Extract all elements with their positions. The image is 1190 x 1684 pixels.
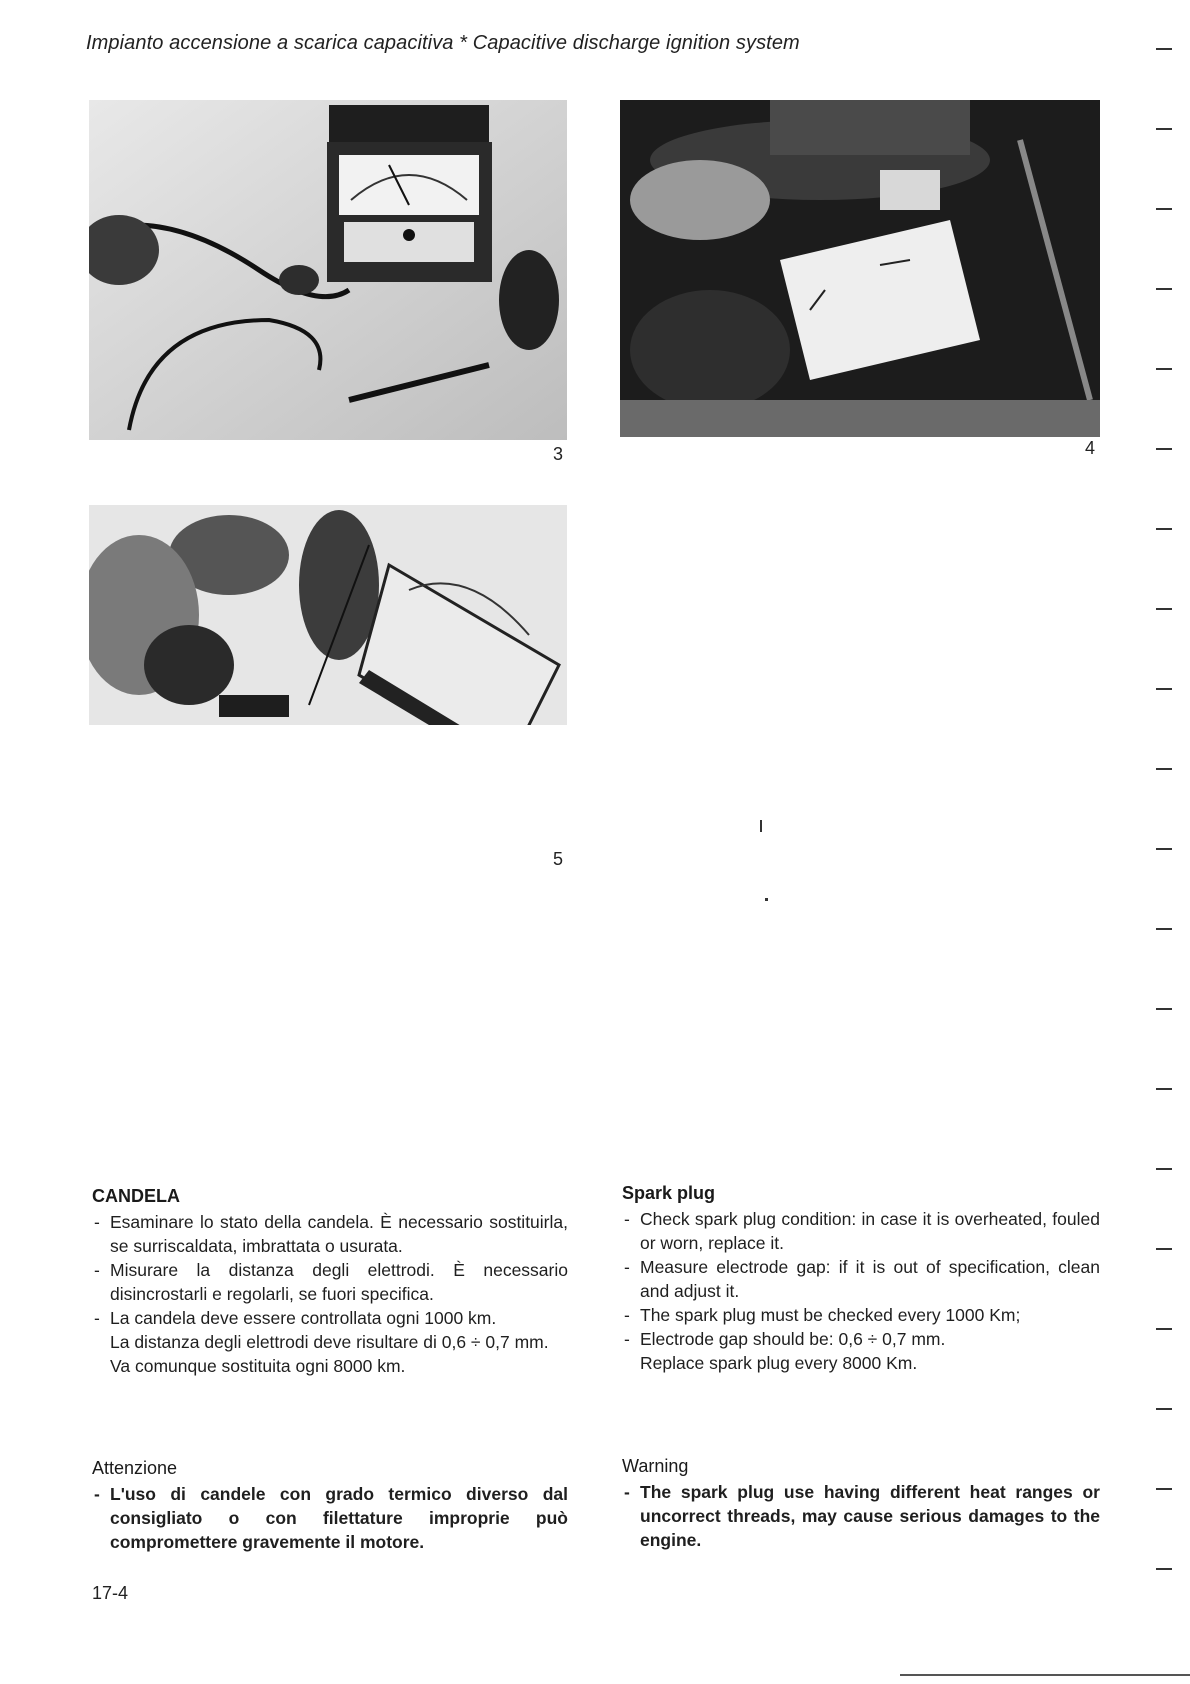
english-warning-heading: Warning [622, 1456, 689, 1476]
english-warning-section [622, 1454, 1100, 1552]
english-list [622, 1207, 1100, 1351]
english-section [622, 1181, 1100, 1375]
list-item: - Electrode gap should be: 0,6 ÷ 0,7 mm. [622, 1327, 1100, 1351]
figure-3-number: 3 [553, 444, 564, 464]
english-continuation: Replace spark plug every 8000 Km. [640, 1353, 918, 1373]
page-header: Impianto accensione a scarica capacitiva * Capacitive discharge ignition system [86, 32, 800, 54]
italian-continuation: La distanza degli elettrodi deve risultare di 0,6 ÷ 0,7 mm. Va comunque sostituita ogni 8000 km. [110, 1332, 549, 1376]
italian-warning-list [92, 1482, 568, 1554]
margin-tick-marks [1156, 40, 1176, 1600]
bottom-rule [900, 1674, 1190, 1676]
list-item: - The spark plug use having different heat ranges or uncorrect threads, may cause serious damages to the engine. [622, 1480, 1100, 1552]
figure-3-multimeter-photo [89, 100, 567, 440]
figure-4-number: 4 [1085, 438, 1096, 458]
figure-5-multimeter-test-photo [89, 505, 567, 765]
italian-list [92, 1210, 568, 1330]
english-heading: Spark plug [622, 1183, 716, 1203]
list-item: - Measure electrode gap: if it is out of specification, clean and adjust it. [622, 1255, 1100, 1303]
page-number: 17-4 [92, 1583, 129, 1603]
list-item: - The spark plug must be checked every 1000 Km; [622, 1303, 1100, 1327]
scan-speck [765, 898, 768, 901]
list-item: - Check spark plug condition: in case it is overheated, fouled or worn, replace it. [622, 1207, 1100, 1255]
figure-4-engine-photo [620, 100, 1100, 437]
italian-section [92, 1184, 568, 1378]
english-warning-list [622, 1480, 1100, 1552]
list-item: - L'uso di candele con grado termico diverso dal consigliato o con filettature improprie può compromettere gravemente il motore. [92, 1482, 568, 1554]
italian-warning-section [92, 1456, 568, 1554]
list-item: - Misurare la distanza degli elettrodi. È necessario disincrostarli e regolarli, se fuori specifica. [92, 1258, 568, 1306]
list-item: - La candela deve essere controllata ogni 1000 km. [92, 1306, 568, 1330]
italian-heading: CANDELA [92, 1186, 180, 1206]
scan-speck [760, 820, 762, 832]
list-item: - Esaminare lo stato della candela. È necessario sostituirla, se surriscaldata, imbrattata o usurata. [92, 1210, 568, 1258]
figure-5-number: 5 [553, 849, 564, 869]
italian-warning-heading: Attenzione [92, 1458, 178, 1478]
